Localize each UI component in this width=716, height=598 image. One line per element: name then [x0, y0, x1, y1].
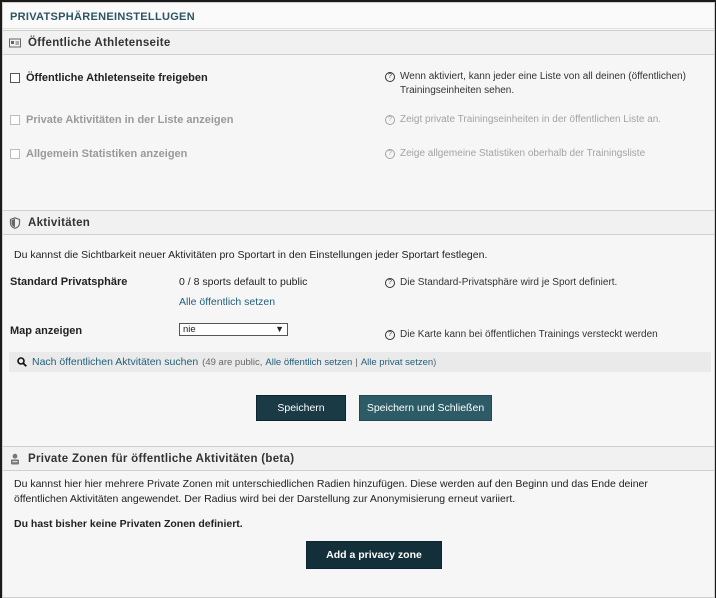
athlete-section-title: Öffentliche Athletenseite — [28, 36, 171, 49]
help-icon: ? — [385, 278, 395, 288]
zones-intro: Du kannst hier hier mehrere Private Zonen mit unterschiedlichen Radien hinzufügen. Diese werden auf den Beginn und das Ende deiner öffentlichen Aktivitäten angewendet. Der Radius wird bei der Darstellung zur Anonymisierung erneut variiert. — [14, 478, 648, 505]
set-all-public-link[interactable]: Alle öffentlich setzen — [179, 296, 276, 308]
private-activities-checkbox-label[interactable]: Private Aktivitäten in der Liste anzeigen — [10, 114, 233, 126]
standard-privacy-value: 0 / 8 sports default to public — [179, 276, 308, 288]
add-privacy-zone-button[interactable]: Add a privacy zone — [306, 541, 442, 569]
save-button[interactable]: Speichern — [256, 395, 346, 421]
activities-section-title: Aktivitäten — [28, 216, 91, 229]
statistics-checkbox-label[interactable]: Allgemein Statistiken anzeigen — [10, 148, 187, 160]
statistics-checkbox[interactable] — [10, 149, 20, 159]
activities-intro: Du kannst die Sichtbarkeit neuer Aktivitäten pro Sportart in den Einstellungen jeder Sportart festlegen. — [14, 249, 488, 261]
search-icon — [17, 357, 27, 367]
link-separator: | — [355, 356, 358, 368]
public-count: (49 are public, — [202, 356, 263, 368]
private-activities-checkbox[interactable] — [10, 115, 20, 125]
window-title: PRIVATSPHÄRENEINSTELLUGEN — [3, 3, 714, 29]
save-and-close-button[interactable]: Speichern und Schließen — [359, 395, 492, 421]
search-public-activities-link[interactable]: Nach öffentlichen Aktvitäten suchen — [32, 356, 199, 368]
user-lock-icon — [9, 453, 21, 465]
map-label: Map anzeigen — [10, 325, 83, 337]
help-icon: ? — [385, 330, 395, 340]
zones-section-title: Private Zonen für öffentliche Aktivitäten (beta) — [28, 452, 295, 465]
map-select[interactable]: nie ▼ — [179, 323, 288, 336]
private-activities-help: ? Zeigt private Trainingseinheiten in der öffentlichen Liste an. — [385, 113, 705, 127]
standard-privacy-label: Standard Privatsphäre — [10, 276, 128, 288]
id-card-icon — [9, 37, 21, 49]
athlete-section-header — [3, 30, 714, 55]
privacy-settings-window — [2, 2, 715, 598]
shield-icon — [9, 217, 21, 229]
public-page-help: ? Wenn aktiviert, kann jeder eine Liste von all deinen (öffentlichen) Trainingseinheiten sehen. — [385, 70, 705, 98]
public-page-checkbox[interactable] — [10, 73, 20, 83]
map-help: ? Die Karte kann bei öffentlichen Trainings versteckt werden — [385, 328, 658, 342]
help-icon: ? — [385, 115, 395, 125]
search-set-private-link[interactable]: Alle privat setzen — [360, 356, 434, 368]
search-set-public-link[interactable]: Alle öffentlich setzen — [265, 356, 353, 368]
paren-close: ) — [433, 356, 437, 368]
help-icon: ? — [385, 72, 395, 82]
statistics-help: ? Zeige allgemeine Statistiken oberhalb der Trainingsliste — [385, 147, 705, 161]
activities-section-header — [3, 210, 714, 235]
no-zones-text: Du hast bisher keine Privaten Zonen definiert. — [14, 518, 243, 530]
public-page-checkbox-label[interactable]: Öffentliche Athletenseite freigeben — [10, 72, 208, 84]
standard-privacy-help: ? Die Standard-Privatsphäre wird je Sport definiert. — [385, 276, 617, 290]
help-icon: ? — [385, 149, 395, 159]
zones-section-header — [3, 446, 714, 471]
chevron-down-icon: ▼ — [275, 324, 284, 334]
public-activities-search-bar — [9, 352, 711, 372]
